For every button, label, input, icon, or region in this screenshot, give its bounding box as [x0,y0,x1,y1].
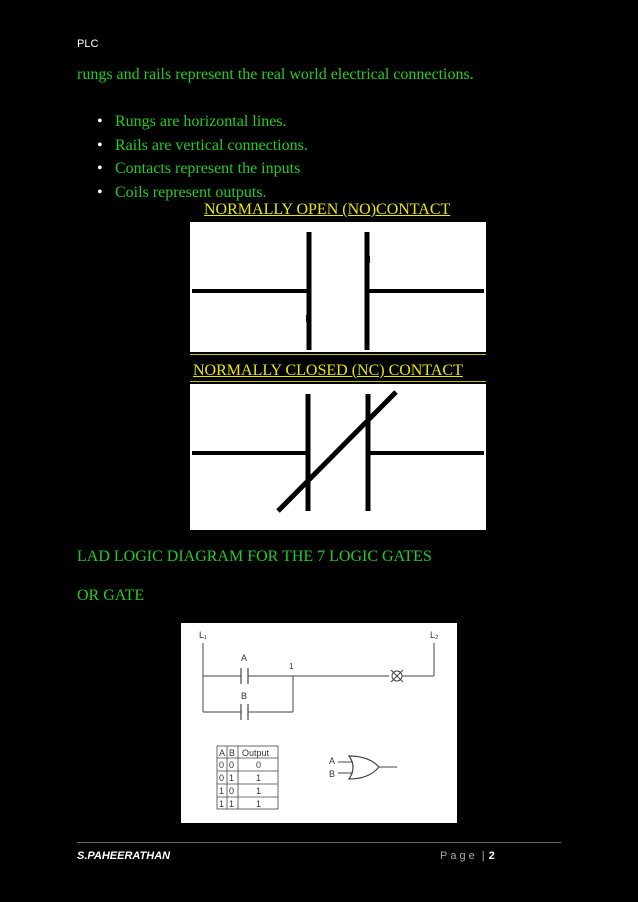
rail-l1-label: L₁ [199,630,208,640]
svg-text:1: 1 [229,773,235,783]
svg-text:1: 1 [229,799,235,809]
svg-text:1: 1 [256,773,262,783]
input-b-label: B [241,691,248,701]
svg-text:0: 0 [219,760,225,770]
nc-contact-title: NORMALLY CLOSED (NC) CONTACT [193,362,463,379]
bullet-item: • Rails are vertical connections. [77,134,308,158]
no-contact-title: NORMALLY OPEN (NO)CONTACT [204,201,451,218]
svg-text:0: 0 [229,760,235,770]
svg-text:0: 0 [219,773,225,783]
table-header-output: Output [242,748,270,758]
bullet-item: • Contacts represent the inputs [77,157,308,181]
footer-author: S.PAHEERATHAN [77,850,171,862]
table-header-b: B [229,748,236,758]
separator-line [190,381,486,382]
nc-contact-diagram [190,384,486,530]
input-a-label: A [241,653,248,663]
footer-page-label: Page [440,850,478,862]
svg-text:0: 0 [229,786,235,796]
table-header-a: A [219,748,226,758]
or-gate-symbol [329,756,397,779]
svg-text:1: 1 [219,786,225,796]
bullet-list [77,110,308,204]
footer-page-number: 2 [488,850,495,862]
no-contact-mark [366,256,370,263]
gate-input-a-label: A [329,756,336,766]
separator-line [190,354,486,355]
or-gate-ladder-diagram [181,623,457,823]
gate-input-b-label: B [329,769,336,779]
svg-text:1: 1 [256,786,262,796]
bullet-item: • Rungs are horizontal lines. [77,110,308,134]
node-label: 1 [289,662,294,671]
truth-table [217,746,278,809]
no-contact-mark [306,315,310,322]
header-label: PLC [77,38,99,50]
lad-title: LAD LOGIC DIAGRAM FOR THE 7 LOGIC GATES [77,548,432,565]
rail-l2-label: L₂ [430,630,439,640]
svg-text:0: 0 [256,760,262,770]
footer-page: Page | 2 [440,850,495,862]
svg-text:1: 1 [256,799,262,809]
no-contact-diagram [190,222,486,352]
or-gate-title: OR GATE [77,587,145,604]
svg-text:1: 1 [219,799,225,809]
footer-rule [77,842,561,843]
intro-text: rungs and rails represent the real world electrical connections. [77,66,474,83]
bullet-item: • Coils represent outputs. [77,181,308,205]
